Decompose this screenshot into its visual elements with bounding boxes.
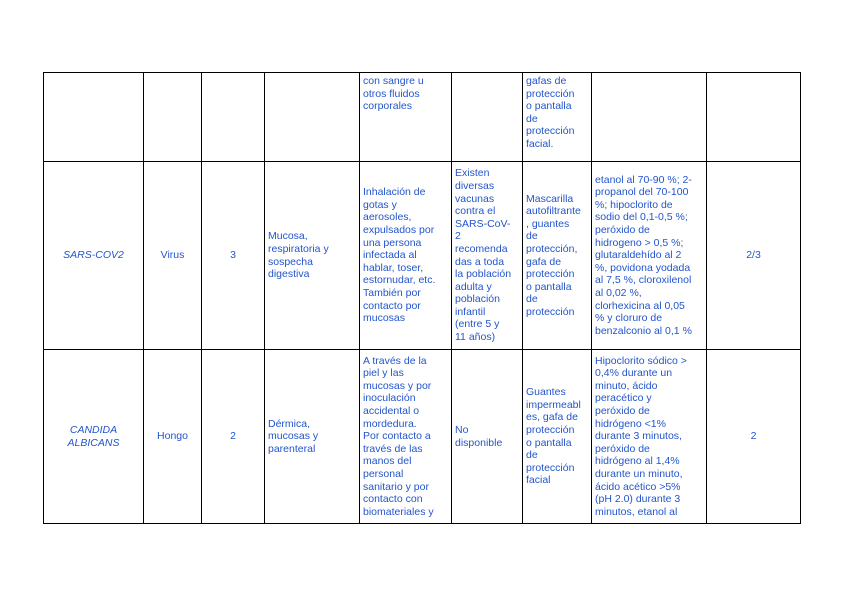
protection-cell: Guantes impermeabl es, gafa de protección o pantalla de protección facial <box>523 350 592 524</box>
risk-cell <box>707 73 801 162</box>
disinfection-cell: etanol al 70-90 %; 2- propanol del 70-100 %; hipoclorito de sodio del 0,1-0,5 %; peróxido de hidrogeno > 0,5 %; glutaraldehído al 2 %, povidona yodada al 7,5 %, cloroxilenol al 0,02 %, clorhexicina al 0,05 % y cloruro de benzalconio al 0,1 % <box>592 162 707 350</box>
route-cell: Mucosa, respiratoria y sospecha digestiva <box>265 162 360 350</box>
risk-cell: 2 <box>707 350 801 524</box>
risk-cell: 2/3 <box>707 162 801 350</box>
agent-cell: SARS-COV2 <box>44 162 144 350</box>
disinfection-cell <box>592 73 707 162</box>
group-cell: 2 <box>202 350 265 524</box>
type-cell: Virus <box>144 162 202 350</box>
table-row <box>44 350 801 524</box>
protection-cell: gafas de protección o pantalla de protección facial. <box>523 73 592 162</box>
agent-cell: CANDIDA ALBICANS <box>44 350 144 524</box>
vaccine-cell: No disponible <box>452 350 523 524</box>
protection-cell: Mascarilla autofiltrante , guantes de protección, gafa de protección o pantalla de protección <box>523 162 592 350</box>
table-row <box>44 73 801 162</box>
transmission-cell: A través de la piel y las mucosas y por inoculación accidental o mordedura. Por contacto a través de las manos del personal sanitario y por contacto con biomateriales y <box>360 350 452 524</box>
transmission-cell: Inhalación de gotas y aerosoles, expulsados por una persona infectada al hablar, toser, estornudar, etc. También por contacto por mucosas <box>360 162 452 350</box>
type-cell <box>144 73 202 162</box>
vaccine-cell: Existen diversas vacunas contra el SARS-CoV- 2 recomenda das a toda la población adulta y población infantil (entre 5 y 11 años) <box>452 162 523 350</box>
route-cell <box>265 73 360 162</box>
group-cell <box>202 73 265 162</box>
route-cell: Dérmica, mucosas y parenteral <box>265 350 360 524</box>
biological-agents-table <box>43 72 801 524</box>
disinfection-cell: Hipoclorito sódico > 0,4% durante un minuto, ácido peracético y peróxido de hidrógeno <1% durante 3 minutos, peróxido de hidrógeno al 1,4% durante un minuto, ácido acético >5% (pH 2.0) durante 3 minutos, etanol al <box>592 350 707 524</box>
table-row <box>44 162 801 350</box>
transmission-cell: con sangre u otros fluidos corporales <box>360 73 452 162</box>
group-cell: 3 <box>202 162 265 350</box>
vaccine-cell <box>452 73 523 162</box>
type-cell: Hongo <box>144 350 202 524</box>
agent-cell <box>44 73 144 162</box>
